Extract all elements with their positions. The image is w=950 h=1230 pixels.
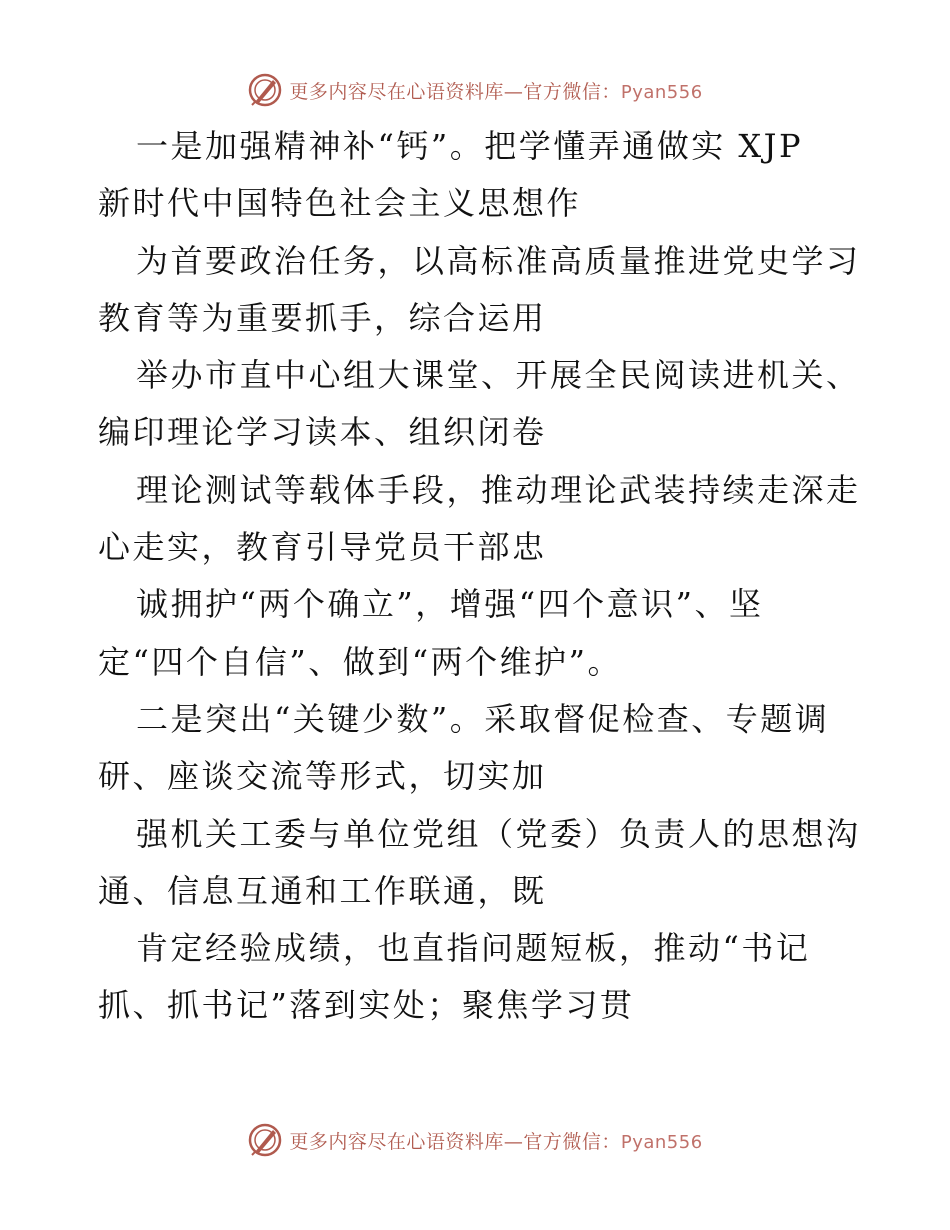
quill-pen-logo-icon <box>247 72 283 108</box>
text-line: 举办市直中心组大课堂、开展全民阅读进机关、 <box>136 356 861 395</box>
watermark-text: 更多内容尽在心语资料库—官方微信： <box>289 80 621 103</box>
text-line: 抓、抓书记”落到实处；聚焦学习贯 <box>98 986 635 1025</box>
text-line: 定“四个自信”、做到“两个维护”。 <box>98 642 622 681</box>
text-line: 为首要政治任务，以高标准高质量推进党史学习 <box>136 241 861 280</box>
text-line: 强机关工委与单位党组（党委）负责人的思想沟 <box>136 814 861 853</box>
watermark-text: 更多内容尽在心语资料库—官方微信： <box>289 1130 621 1153</box>
text-line: 教育等为重要抓手，综合运用 <box>98 298 547 337</box>
text-line: 二是突出“关键少数”。采取督促检查、专题调 <box>136 699 830 738</box>
quill-pen-logo-icon <box>247 1122 283 1158</box>
text-line: 研、座谈交流等形式，切实加 <box>98 757 547 796</box>
text-line: 诚拥护“两个确立”，增强“四个意识”、坚 <box>136 585 764 624</box>
footer-watermark <box>0 1120 950 1160</box>
header-watermark <box>0 70 950 110</box>
wechat-id: Pyan556 <box>620 1131 703 1153</box>
text-line: 理论测试等载体手段，推动理论武装持续走深走 <box>136 470 861 509</box>
text-line: 编印理论学习读本、组织闭卷 <box>98 413 547 452</box>
document-body <box>98 118 898 1035</box>
wechat-id: Pyan556 <box>620 81 703 103</box>
text-line: 心走实，教育引导党员干部忠 <box>98 528 547 567</box>
text-line: 肯定经验成绩，也直指问题短板，推动“书记 <box>136 929 811 968</box>
text-line: 一是加强精神补“钙”。把学懂弄通做实 XJP <box>136 127 804 165</box>
text-line: 通、信息互通和工作联通，既 <box>98 871 547 910</box>
text-line: 新时代中国特色社会主义思想作 <box>98 184 582 223</box>
